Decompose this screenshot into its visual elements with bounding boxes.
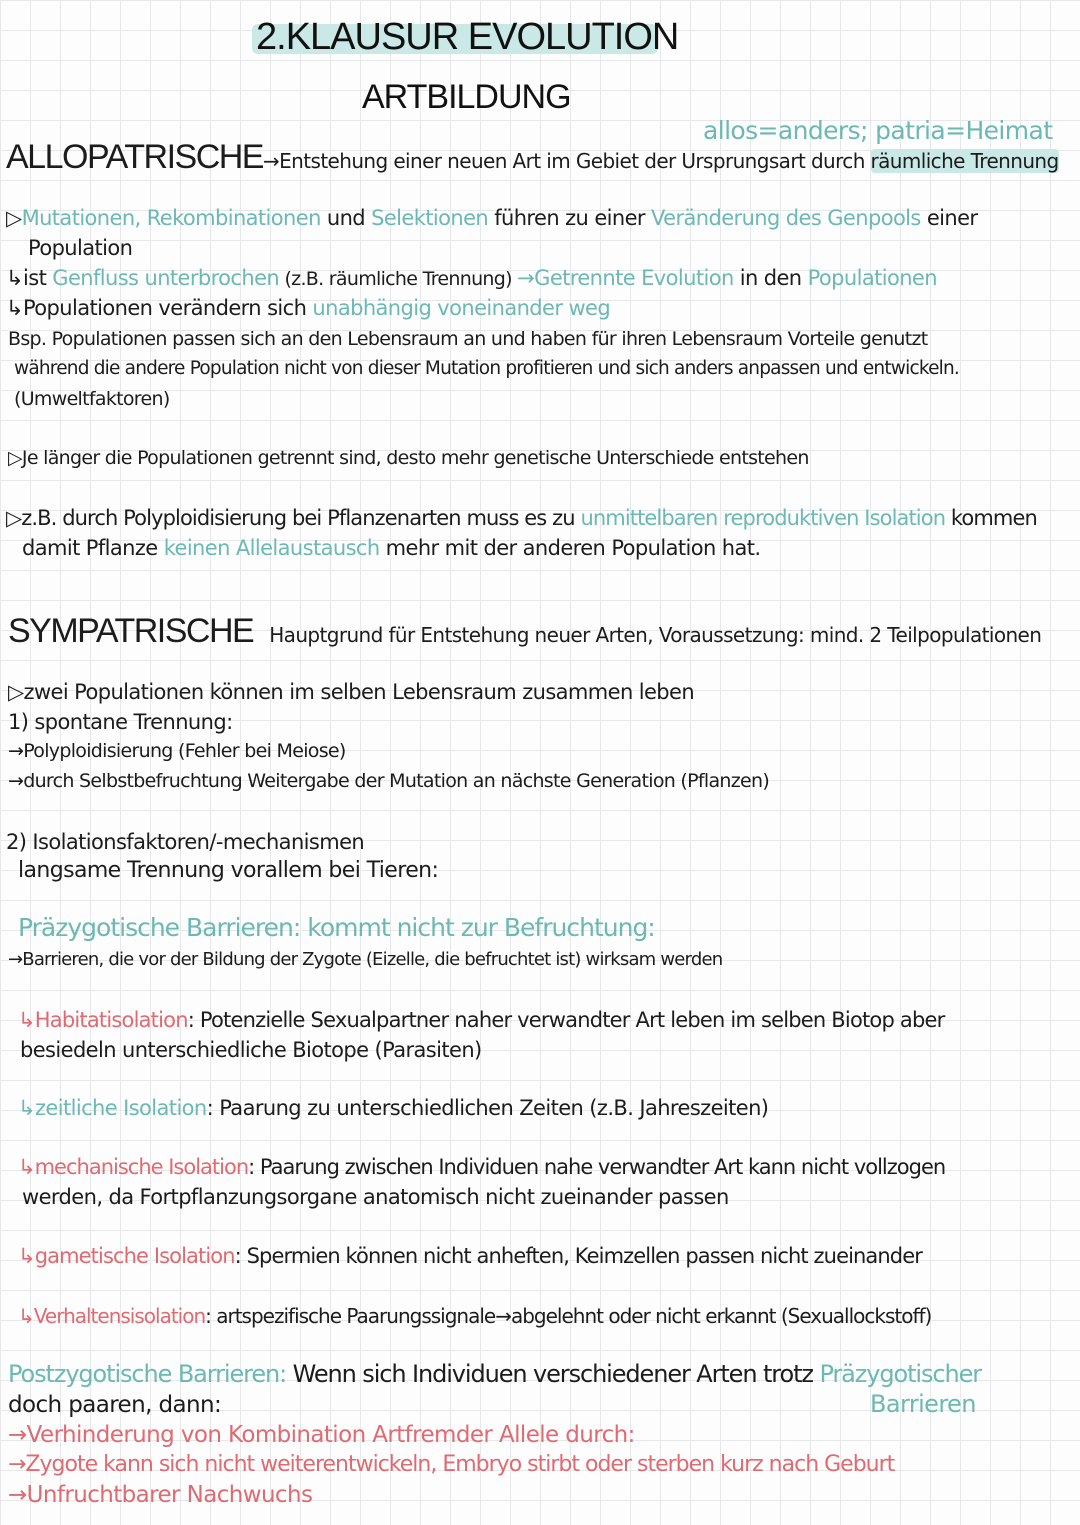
sympatric-line-5: 2) Isolationsfaktoren/-mechanismen [6,830,365,854]
text: ↳ist [6,266,53,290]
postzygotic-line-2: doch paaren, dann: [8,1392,222,1418]
text: mehr mit der anderen Population hat. [379,536,761,560]
text: ▷z.B. durch Polyploidisierung bei Pflanzenarten muss es zu [6,506,581,530]
allopatric-def-highlight: räumliche Trennung [870,149,1059,173]
postzygotic-result-2: →Zygote kann sich nicht weiterentwickeln, Embryo stirbt oder sterben kurz nach Geburt [8,1452,895,1477]
isolation-habitat-cont: besiedeln unterschiedliche Biotope (Parasiten) [20,1038,482,1062]
text: : artspezifische Paarungssignale→abgelehnt oder nicht erkannt (Sexuallockstoff) [205,1304,932,1328]
text: (z.B. räumliche Trennung) [279,268,518,290]
page-subtitle: ARTBILDUNG [362,78,571,116]
sympatric-line-2: 1) spontane Trennung: [8,710,233,734]
term-selections: Selektionen [371,206,489,230]
sympatric-line-3: →Polyploidisierung (Fehler bei Meiose) [8,740,346,762]
text: führen zu einer [488,206,652,230]
term-unabhaengig: unabhängig voneinander weg [312,296,611,320]
prezygotic-line-1: →Barrieren, die vor der Bildung der Zygote (Eizelle, die befruchtet ist) wirksam werden [8,949,723,970]
isolation-temporal [18,1098,768,1119]
term-allelaustausch: keinen Allelaustausch [163,536,380,560]
text: Wenn sich Individuen verschiedener Arten trotz [286,1360,820,1388]
text: damit Pflanze [22,536,164,560]
text: : Spermien können nicht anheften, Keimzellen passen nicht zueinander [234,1244,922,1268]
postzygotic-result-1: →Verhinderung von Kombination Artfremder Allele durch: [8,1422,635,1448]
sympatric-def-text: Hauptgrund für Entstehung neuer Arten, Voraussetzung: mind. 2 Teilpopulationen [269,623,1042,647]
postzygotic-heading-line [8,1362,981,1386]
allopatric-bullet-3 [6,298,610,319]
text: : Paarung zwischen Individuen nahe verwandter Art kann nicht vollzogen [248,1155,946,1179]
isolation-behavioral [18,1306,931,1326]
isolation-habitat [18,1010,944,1031]
term-habitatisolation: ↳Habitatisolation [18,1008,188,1032]
term-reproductive-isolation: unmittelbaren reproduktiven Isolation [580,506,946,530]
sympatric-heading: SYMPATRISCHE [8,612,254,650]
prezygotic-heading: Präzygotische Barrieren: kommt nicht zur Befruchtung: [18,913,655,942]
allopatric-example-2: während die andere Population nicht von dieser Mutation profitieren und sich anders anpassen und entwickeln. [14,358,960,379]
term-populationen: Populationen [807,266,937,290]
text: kommen [945,506,1037,530]
term-genpool: Veränderung des Genpools [651,206,921,230]
term-mechanical-isolation: ↳mechanische Isolation [18,1155,249,1179]
allopatric-bullet-1-cont: Population [28,236,133,260]
allopatric-example-1: Bsp. Populationen passen sich an den Lebensraum an und haben für ihren Lebensraum Vorteile genutzt [8,328,928,350]
allopatric-definition [6,140,1059,174]
text: und [320,206,372,230]
postzygotic-result-3: →Unfruchtbarer Nachwuchs [8,1482,313,1508]
sympatric-line-1: ▷zwei Populationen können im selben Lebensraum zusammen leben [8,680,695,704]
term-gametic-isolation: ↳gametische Isolation [18,1244,235,1268]
allopatric-heading: ALLOPATRISCHE [6,138,263,176]
text: ↳Populationen verändern sich [6,296,313,320]
etymology-note: allos=anders; patria=Heimat [703,116,1053,145]
allopatric-example-3: (Umweltfaktoren) [14,388,170,410]
bullet-marker: ▷ [6,206,22,230]
isolation-mechanical-cont: werden, da Fortpflanzungsorgane anatomisch nicht zueinander passen [22,1185,729,1209]
term-praezygotischer: Präzygotischer [819,1360,982,1388]
term-genfluss: Genfluss unterbrochen [52,266,280,290]
postzygotic-heading: Postzygotische Barrieren: [8,1360,287,1388]
isolation-mechanical [18,1157,945,1178]
isolation-gametic [18,1246,922,1267]
term-behavioral-isolation: ↳Verhaltensisolation [18,1304,206,1328]
allopatric-bullet-2 [6,268,937,289]
term-temporal-isolation: ↳zeitliche Isolation [18,1096,207,1120]
allopatric-bullet-4: ▷Je länger die Populationen getrennt sind, desto mehr genetische Unterschiede entstehen [8,447,809,469]
text: : Potenzielle Sexualpartner naher verwandter Art leben im selben Biotop aber [187,1008,945,1032]
text: in den [733,266,808,290]
allopatric-def-text: →Entstehung einer neuen Art im Gebiet der Ursprungsart durch [262,149,871,173]
term-getrennte-evolution: →Getrennte Evolution [517,266,734,290]
allopatric-bullet-5 [6,508,1037,529]
allopatric-bullet-5-cont [22,538,760,559]
term-mutations: Mutationen, Rekombinationen [21,206,321,230]
allopatric-bullet-1 [6,208,977,229]
sympatric-line-6: langsame Trennung vorallem bei Tieren: [18,858,439,883]
text: : Paarung zu unterschiedlichen Zeiten (z.B. Jahreszeiten) [206,1096,769,1120]
page-title: 2.KLAUSUR EVOLUTION [256,16,679,58]
text: einer [920,206,978,230]
sympatric-line-4: →durch Selbstbefruchtung Weitergabe der Mutation an nächste Generation (Pflanzen) [8,770,770,792]
sympatric-definition [8,614,1041,648]
term-barrieren: Barrieren [870,1390,976,1418]
